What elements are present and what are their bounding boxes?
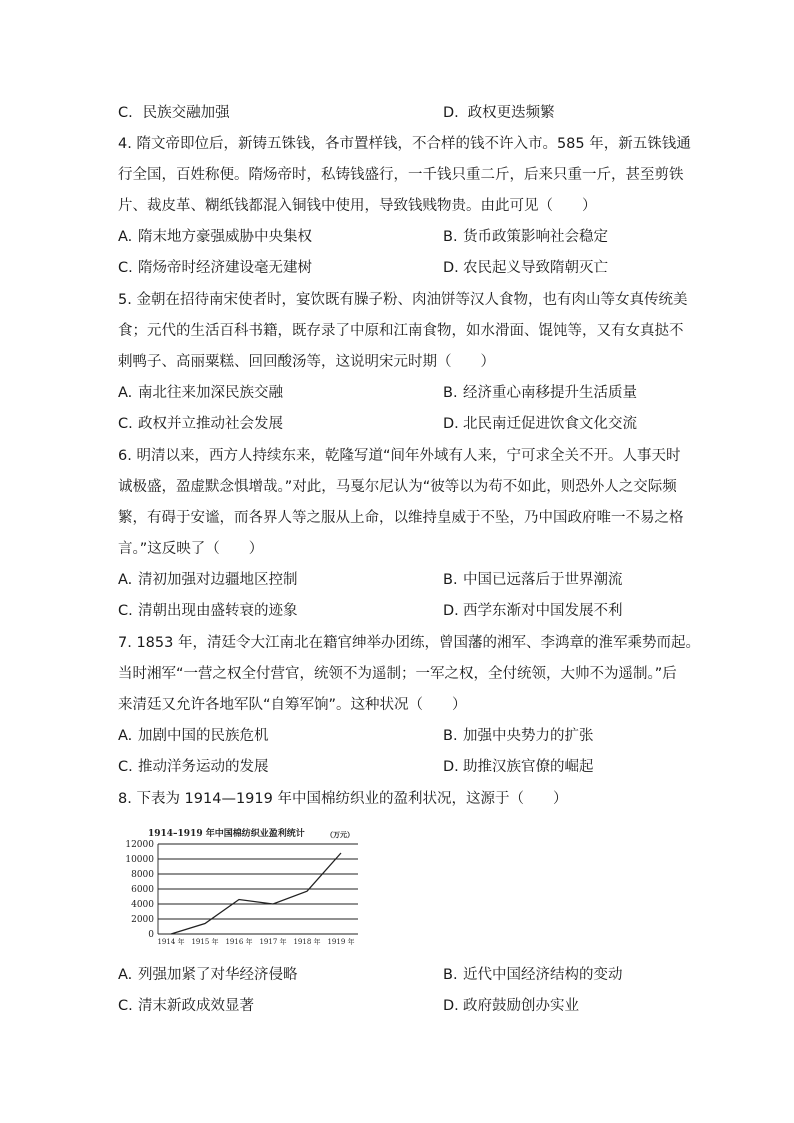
q4-stem-line-1: 4. 隋文帝即位后，新铸五铢钱，各市置样钱，不合样的钱不许入市。585 年，新五铢钱通 — [118, 136, 691, 152]
q7-option-d[interactable] — [443, 757, 594, 777]
option-text: 近代中国经济结构的变动 — [463, 967, 623, 983]
q8-option-c[interactable] — [118, 996, 254, 1016]
chart-x-tick-label: 1914 年 — [157, 938, 185, 946]
q7-option-a[interactable] — [118, 726, 269, 746]
chart-x-tick-label: 1918 年 — [293, 938, 321, 946]
chart-y-tick-label: 0 — [148, 930, 154, 940]
q3-option-d[interactable] — [443, 103, 555, 123]
q4-option-d[interactable] — [443, 258, 608, 278]
q5-option-b[interactable] — [443, 383, 637, 403]
q5-stem-line-2: 食；元代的生活百科书籍，既存录了中原和江南食物，如水滑面、馄饨等，又有女真挞不 — [118, 323, 684, 339]
q6-option-c[interactable] — [118, 601, 298, 621]
q6-option-b[interactable] — [443, 570, 623, 590]
option-text: 农民起义导致隋朝灭亡 — [463, 260, 608, 276]
q6-option-d[interactable] — [443, 601, 623, 621]
q4-option-c[interactable] — [118, 258, 312, 278]
q7-stem-line-1: 7. 1853 年，清廷令大江南北在籍官绅举办团练，曾国藩的湘军、李鸿章的淮军乘势而起。 — [118, 635, 700, 651]
option-tag: D. — [443, 416, 459, 432]
q5-option-d[interactable] — [443, 414, 637, 434]
chart-unit: （万元） — [326, 830, 354, 839]
q3-option-c[interactable] — [118, 103, 230, 123]
chart-x-ticks — [157, 937, 354, 946]
option-text: 政权更迭频繁 — [467, 105, 555, 121]
option-text: 民族交融加强 — [142, 105, 230, 121]
q8-option-d[interactable] — [443, 996, 579, 1016]
option-text: 列强加紧了对华经济侵略 — [138, 967, 298, 983]
option-tag: C. — [118, 998, 133, 1014]
option-tag: C. — [118, 603, 133, 619]
option-tag: C. — [118, 759, 133, 775]
q5-option-c[interactable] — [118, 414, 283, 434]
option-text: 清朝出现由盛转衰的迹象 — [138, 603, 298, 619]
q4-stem-line-2: 行全国，百姓称便。隋炀帝时，私铸钱盛行，一千钱只重二斤，后来只重一斤，甚至剪铁 — [118, 167, 684, 183]
chart-x-tick-label: 1915 年 — [191, 938, 219, 946]
option-tag: D. — [443, 998, 459, 1014]
chart-x-tick-label: 1916 年 — [225, 938, 253, 946]
chart-x-tick-label: 1917 年 — [259, 938, 287, 946]
option-text: 北民南迁促进饮食文化交流 — [463, 416, 637, 432]
option-tag: A. — [118, 728, 133, 744]
option-tag: D. — [443, 260, 459, 276]
option-text: 隋末地方豪强威胁中央集权 — [138, 229, 312, 245]
option-tag: D. — [443, 105, 459, 121]
q7-option-b[interactable] — [443, 726, 594, 746]
q8-option-b[interactable] — [443, 965, 623, 985]
chart-y-tick-label: 10000 — [125, 855, 154, 865]
option-text: 加强中央势力的扩张 — [463, 728, 594, 744]
q8-profit-line-chart — [118, 820, 364, 950]
chart-y-ticks — [125, 840, 154, 940]
option-tag: A. — [118, 572, 133, 588]
chart-y-tick-label: 4000 — [131, 900, 154, 910]
option-tag: B. — [443, 728, 458, 744]
option-text: 政府鼓励创办实业 — [463, 998, 579, 1014]
q6-option-a[interactable] — [118, 570, 298, 590]
option-tag: A. — [118, 385, 133, 401]
option-text: 货币政策影响社会稳定 — [463, 229, 608, 245]
option-tag: A. — [118, 967, 133, 983]
q6-stem-line-1: 6. 明清以来，西方人持续东来，乾隆写道“间年外域有人来，宁可求全关不开。人事天时 — [118, 448, 681, 464]
q4-option-b[interactable] — [443, 227, 608, 247]
option-tag: C. — [118, 260, 133, 276]
option-text: 西学东渐对中国发展不利 — [463, 603, 623, 619]
q6-stem-line-3: 繁，有碍于安谧，而各界人等之服从上命，以维持皇威于不坠，乃中国政府唯一不易之格 — [118, 510, 684, 526]
option-text: 隋炀帝时经济建设毫无建树 — [138, 260, 312, 276]
chart-title: 1914–1919 年中国棉纺织业盈利统计 — [148, 829, 305, 839]
option-tag: A. — [118, 229, 133, 245]
option-tag: D. — [443, 759, 459, 775]
q7-stem-line-2: 当时湘军“一营之权全付营官，统领不为遥制；一军之权，全付统领，大帅不为遥制。”后 — [118, 666, 677, 682]
option-tag: B. — [443, 967, 458, 983]
q4-option-a[interactable] — [118, 227, 312, 247]
option-text: 清初加强对边疆地区控制 — [138, 572, 298, 588]
chart-grid — [158, 844, 358, 934]
chart-series-line — [171, 853, 341, 934]
option-text: 助推汉族官僚的崛起 — [463, 759, 594, 775]
option-text: 政权并立推动社会发展 — [138, 416, 283, 432]
option-text: 中国已远落后于世界潮流 — [463, 572, 623, 588]
q6-stem-line-2: 诚极盛，盈虚默念惧增哉。”对此，马戛尔尼认为“彼等以为苟不如此，则恐外人之交际频 — [118, 479, 677, 495]
q4-stem-line-3: 片、裁皮革、糊纸钱都混入铜钱中使用，导致钱贱物贵。由此可见（ ） — [118, 198, 597, 214]
chart-x-tick-label: 1919 年 — [327, 938, 355, 946]
q7-stem-line-3: 来清廷又允许各地军队“自筹军饷”。这种状况（ ） — [118, 697, 467, 713]
q5-option-a[interactable] — [118, 383, 283, 403]
option-tag: C. — [118, 105, 133, 121]
q8-stem-line-1: 8. 下表为 1914—1919 年中国棉纺织业的盈利状况，这源于（ ） — [118, 791, 568, 807]
chart-y-tick-label: 8000 — [131, 870, 154, 880]
q7-option-c[interactable] — [118, 757, 269, 777]
option-tag: D. — [443, 603, 459, 619]
q5-stem-line-3: 剌鸭子、高丽粟糕、回回酸汤等，这说明宋元时期（ ） — [118, 354, 495, 370]
option-tag: B. — [443, 229, 458, 245]
option-tag: B. — [443, 572, 458, 588]
option-tag: B. — [443, 385, 458, 401]
option-tag: C. — [118, 416, 133, 432]
option-text: 南北往来加深民族交融 — [138, 385, 283, 401]
q8-option-a[interactable] — [118, 965, 298, 985]
chart-y-tick-label: 2000 — [131, 915, 154, 925]
chart-y-tick-label: 6000 — [131, 885, 154, 895]
q5-stem-line-1: 5. 金朝在招待南宋使者时，宴饮既有臊子粉、肉油饼等汉人食物，也有肉山等女真传统美 — [118, 292, 688, 308]
chart-y-tick-label: 12000 — [125, 840, 154, 850]
option-text: 清末新政成效显著 — [138, 998, 254, 1014]
q6-stem-line-4: 言。”这反映了（ ） — [118, 541, 264, 557]
option-text: 经济重心南移提升生活质量 — [463, 385, 637, 401]
option-text: 推动洋务运动的发展 — [138, 759, 269, 775]
option-text: 加剧中国的民族危机 — [138, 728, 269, 744]
